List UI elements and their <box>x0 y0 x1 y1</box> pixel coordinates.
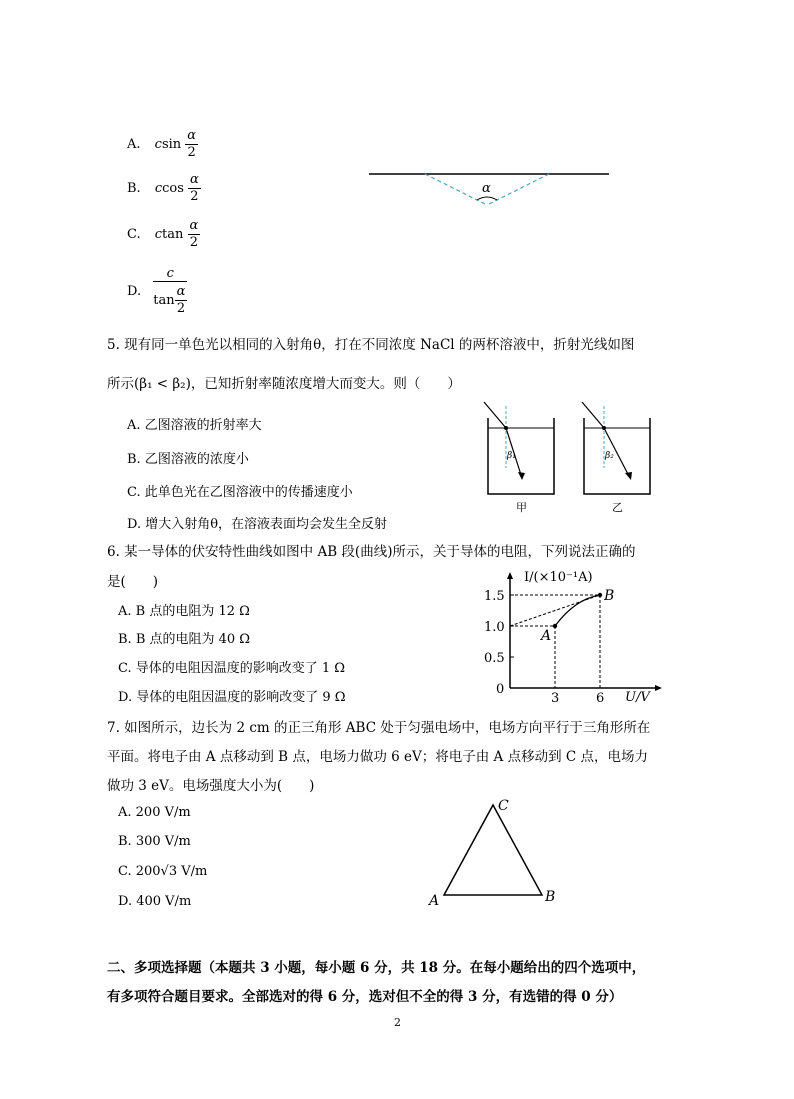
q5-option-d: D. 增大入射角θ，在溶液表面均会发生全反射 <box>127 517 388 532</box>
y-tick-label: 0.5 <box>484 651 505 666</box>
q6-option-d: D. 导体的电阻因温度的影响改变了 9 Ω <box>118 690 346 705</box>
q6-line1: 6. 某一导体的伏安特性曲线如图中 AB 段(曲线)所示，关于导体的电阻，下列说法正确的 <box>107 544 636 560</box>
page-number: 2 <box>394 1016 401 1029</box>
q4-option-b <box>127 172 201 205</box>
origin-label: 0 <box>496 682 505 697</box>
x-tick-label: 3 <box>551 691 560 705</box>
q4-option-a <box>127 128 198 161</box>
q7-triangle-figure <box>425 795 570 910</box>
q6-option-a: A. B 点的电阻为 12 Ω <box>118 604 250 619</box>
fn-name: sin <box>161 137 182 152</box>
q7-option-d: D. 400 V/m <box>118 894 192 909</box>
option-letter: D. <box>127 284 142 299</box>
section2-line1: 二、多项选择题（本题共 3 小题，每小题 6 分，共 18 分。在每小题给出的四个选项中， <box>107 960 646 976</box>
fraction: $\frac{\alpha}{2}$ <box>187 128 197 160</box>
alpha-label: α <box>482 181 491 196</box>
angle-arc <box>477 197 497 200</box>
q4-option-d <box>127 266 187 317</box>
ray-right <box>487 174 549 205</box>
y-tick-label: 1.5 <box>484 589 505 604</box>
label-jia: 甲 <box>516 501 527 514</box>
triangle-abc <box>444 805 542 895</box>
beta1-label: β₁ <box>507 451 516 461</box>
q7-line3: 做功 3 eV。电场强度大小为( ) <box>107 778 315 794</box>
ray-left <box>425 174 487 205</box>
fraction: $\frac{\alpha}{2}$ <box>190 172 199 204</box>
option-letter: A. <box>127 137 141 152</box>
iv-curve <box>555 595 600 626</box>
numerator: c <box>153 266 187 282</box>
fn-name: tan <box>153 293 175 308</box>
point-a <box>553 624 557 628</box>
q7-line1: 7. 如图所示，边长为 2 cm 的正三角形 ABC 处于匀强电场中，电场方向平行于三角形所在 <box>107 720 651 736</box>
beta2-label: β₂ <box>605 451 614 461</box>
q5-beakers-figure <box>476 398 666 520</box>
q6-line2: 是( ) <box>107 574 159 590</box>
var-c: c <box>154 137 162 152</box>
q6-option-c: C. 导体的电阻因温度的影响改变了 1 Ω <box>118 661 346 676</box>
fraction: $\frac{\alpha}{2}$ <box>189 218 199 250</box>
q7-line2: 平面。将电子由 A 点移动到 B 点，电场力做功 6 eV；将电子由 A 点移动到 C 点，电场力 <box>107 749 648 765</box>
y-axis-label: I/(×10⁻¹A) <box>524 570 593 585</box>
section2-line2: 有多项符合题目要求。全部选对的得 6 分，选对但不全的得 3 分，有选错的得 0 分） <box>107 989 623 1005</box>
iv-chart <box>470 565 670 705</box>
beaker-jia <box>484 402 554 514</box>
vertex-c-label: C <box>498 798 509 814</box>
x-tick-label: 6 <box>596 691 605 705</box>
beaker-yi <box>582 402 650 514</box>
q4-reflection-figure <box>365 165 615 215</box>
q7-option-b: B. 300 V/m <box>118 834 191 849</box>
label-yi: 乙 <box>612 501 623 514</box>
q5-option-b: B. 乙图溶液的浓度小 <box>127 452 249 467</box>
option-letter: B. <box>127 181 141 196</box>
big-fraction <box>153 266 187 317</box>
vertex-a-label: A <box>429 893 440 909</box>
point-b <box>598 593 602 597</box>
q7-option-c: C. 200√3 V/m <box>118 864 208 879</box>
point-label-b: B <box>604 588 615 604</box>
y-axis-arrow <box>507 572 513 579</box>
var-c: c <box>154 181 163 196</box>
q6-option-b: B. B 点的电阻为 40 Ω <box>118 632 251 647</box>
y-tick-label: 1.0 <box>484 620 505 635</box>
fn-name: cos <box>162 181 184 196</box>
option-letter: C. <box>127 227 141 242</box>
q5-option-a: A. 乙图溶液的折射率大 <box>127 418 262 433</box>
x-axis-label: U/V <box>625 690 650 705</box>
q5-option-c: C. 此单色光在乙图溶液中的传播速度小 <box>127 485 353 500</box>
fn-name: tan <box>162 227 184 242</box>
fraction: $\frac{\alpha}{2}$ <box>176 284 186 316</box>
q7-option-a: A. 200 V/m <box>118 805 191 820</box>
q5-line2: 所示(β₁ < β₂)，已知折射率随浓度增大而变大。则（ ） <box>107 376 461 392</box>
q4-option-c <box>127 218 200 251</box>
point-label-a: A <box>541 628 552 644</box>
x-axis-arrow <box>655 685 662 691</box>
q5-line1: 5. 现有同一单色光以相同的入射角θ，打在不同浓度 NaCl 的两杯溶液中，折射光线如图 <box>107 337 635 353</box>
var-c: c <box>154 227 163 242</box>
vertex-b-label: B <box>545 889 556 905</box>
